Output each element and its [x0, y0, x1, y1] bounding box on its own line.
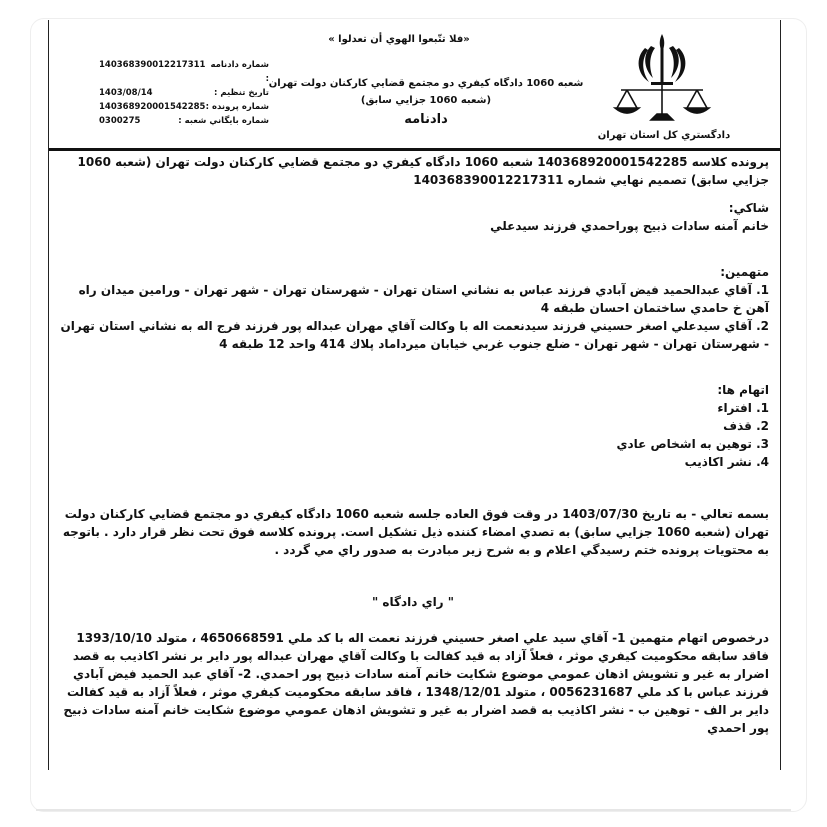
- meta-label: شماره پرونده :: [205, 102, 269, 112]
- session-paragraph: بسمه تعالي - به تاريخ 1403/07/30 در وقت فوق العاده جلسه شعبه 1060 دادگاه كيفري دو مجتمع قضايي كاركنان دولت تهران (شعبه 1060 جزايي سابق) به تصدي امضاء كننده ذيل تشكيل است. پرونده كلاسه فوق تحت نظر قرار دارد . باتوجه به محتويات پرونده ختم رسيدگي اعلام و به شرح زير مبادرت به صدور راي مي گردد .: [62, 507, 769, 557]
- document-header: [49, 20, 780, 150]
- court-subtitle: (شعبه 1060 جزايي سابق): [360, 95, 492, 106]
- meta-case-number: [99, 100, 269, 114]
- verdict-paragraph: درخصوص اتهام متهمين 1- آقاي سيد علي اصغر حسيني فرزند نعمت اله با كد ملي 4650668591 ، متولد 1393/10/10 فاقد سابقه محكوميت كيفري موثر ، فعلاً آزاد به قيد كفالت با وكالت آقاي مهران عبداله پور داير بر نشر اكاذيب به قصد اضرار به غير و تشويش اذهان عمومي موضوع شكايت خانم آمنه سادات ذبيح پور احمدي. 2- آقاي عبد الحميد فيض آبادي فرزند عباس با كد ملي 0056231687 ، متولد 1348/12/01 ، فاقد سابقه محكوميت كيفري موثر ، فعلاً آزاد به قيد كفالت داير بر الف - توهين ب - نشر اكاذيب به قصد اضرار به غير و تشويش اذهان عمومي موضوع شكايت خانم آمنه سادات ذبيح پور احمدي: [63, 631, 769, 735]
- meta-issue-date: [99, 86, 269, 100]
- document-sheet: [48, 20, 781, 770]
- judiciary-emblem-icon: [607, 28, 717, 128]
- meta-value: 140368920001542285: [99, 102, 206, 112]
- meta-label: تاريخ تنظيم :: [214, 88, 269, 98]
- charge-item: 4. نشر اكاذيب: [684, 455, 769, 469]
- cut-off-fade: [49, 758, 780, 770]
- meta-value: 140368390012217311: [99, 60, 206, 70]
- document-type: دادنامه: [404, 112, 448, 127]
- meta-label: شماره دادنامه :: [210, 60, 269, 84]
- meta-value: 0300275: [99, 116, 141, 126]
- header-divider: [49, 148, 780, 151]
- charge-item: 2. قذف: [723, 419, 769, 433]
- card-bottom-divider: [36, 809, 791, 811]
- charge-item: 1. افتراء: [717, 401, 769, 415]
- verdict-title: " راي دادگاه ": [371, 595, 455, 609]
- complainant-label: شاكي:: [728, 201, 769, 215]
- quran-motto: «فلا تتّبعوا الهوي أن تعدلوا »: [328, 34, 470, 45]
- meta-value: 1403/08/14: [99, 88, 153, 98]
- complainant-name: خانم آمنه سادات ذبيح پوراحمدي فرزند سيدعلي: [490, 219, 769, 233]
- charge-item: 3. توهين به اشخاص عادي: [616, 437, 769, 451]
- meta-archive-number: [99, 114, 269, 128]
- court-title: شعبه 1060 دادگاه كيفري دو مجتمع قضايي كاركنان دولت تهران: [268, 78, 584, 89]
- accused-item: 2. آقاي سيدعلي اصغر حسيني فرزند سيدنعمت اله با وكالت آقاي مهران عبداله پور فرزند فرج اله به نشاني استان تهران - شهرستان تهران - شهر تهران - ضلع جنوب غربي خيابان ميرداماد پلاك 414 واحد 12 طبقه 4: [60, 319, 769, 351]
- charges-label: اتهام ها:: [717, 383, 769, 397]
- case-intro: پرونده كلاسه 140368920001542285 شعبه 1060 دادگاه كيفري دو مجتمع قضايي كاركنان دولت تهران (شعبه 1060 جزايي سابق) تصميم نهايي شماره 140368390012217311: [77, 155, 769, 187]
- accused-item: 1. آقاي عبدالحميد فيض آبادي فرزند عباس به نشاني استان تهران - شهرستان تهران - شهر تهران - ورامين ميدان راه آهن خ حامدي ساختمان احسان طبقه 4: [78, 283, 769, 315]
- accused-label: متهمين:: [720, 265, 769, 279]
- judiciary-name: دادگستري كل استان تهران: [597, 130, 731, 141]
- meta-verdict-number: [99, 58, 269, 86]
- meta-label: شماره بايگاني شعبه :: [178, 116, 269, 126]
- document-body: [57, 153, 769, 737]
- case-metadata: [99, 58, 269, 128]
